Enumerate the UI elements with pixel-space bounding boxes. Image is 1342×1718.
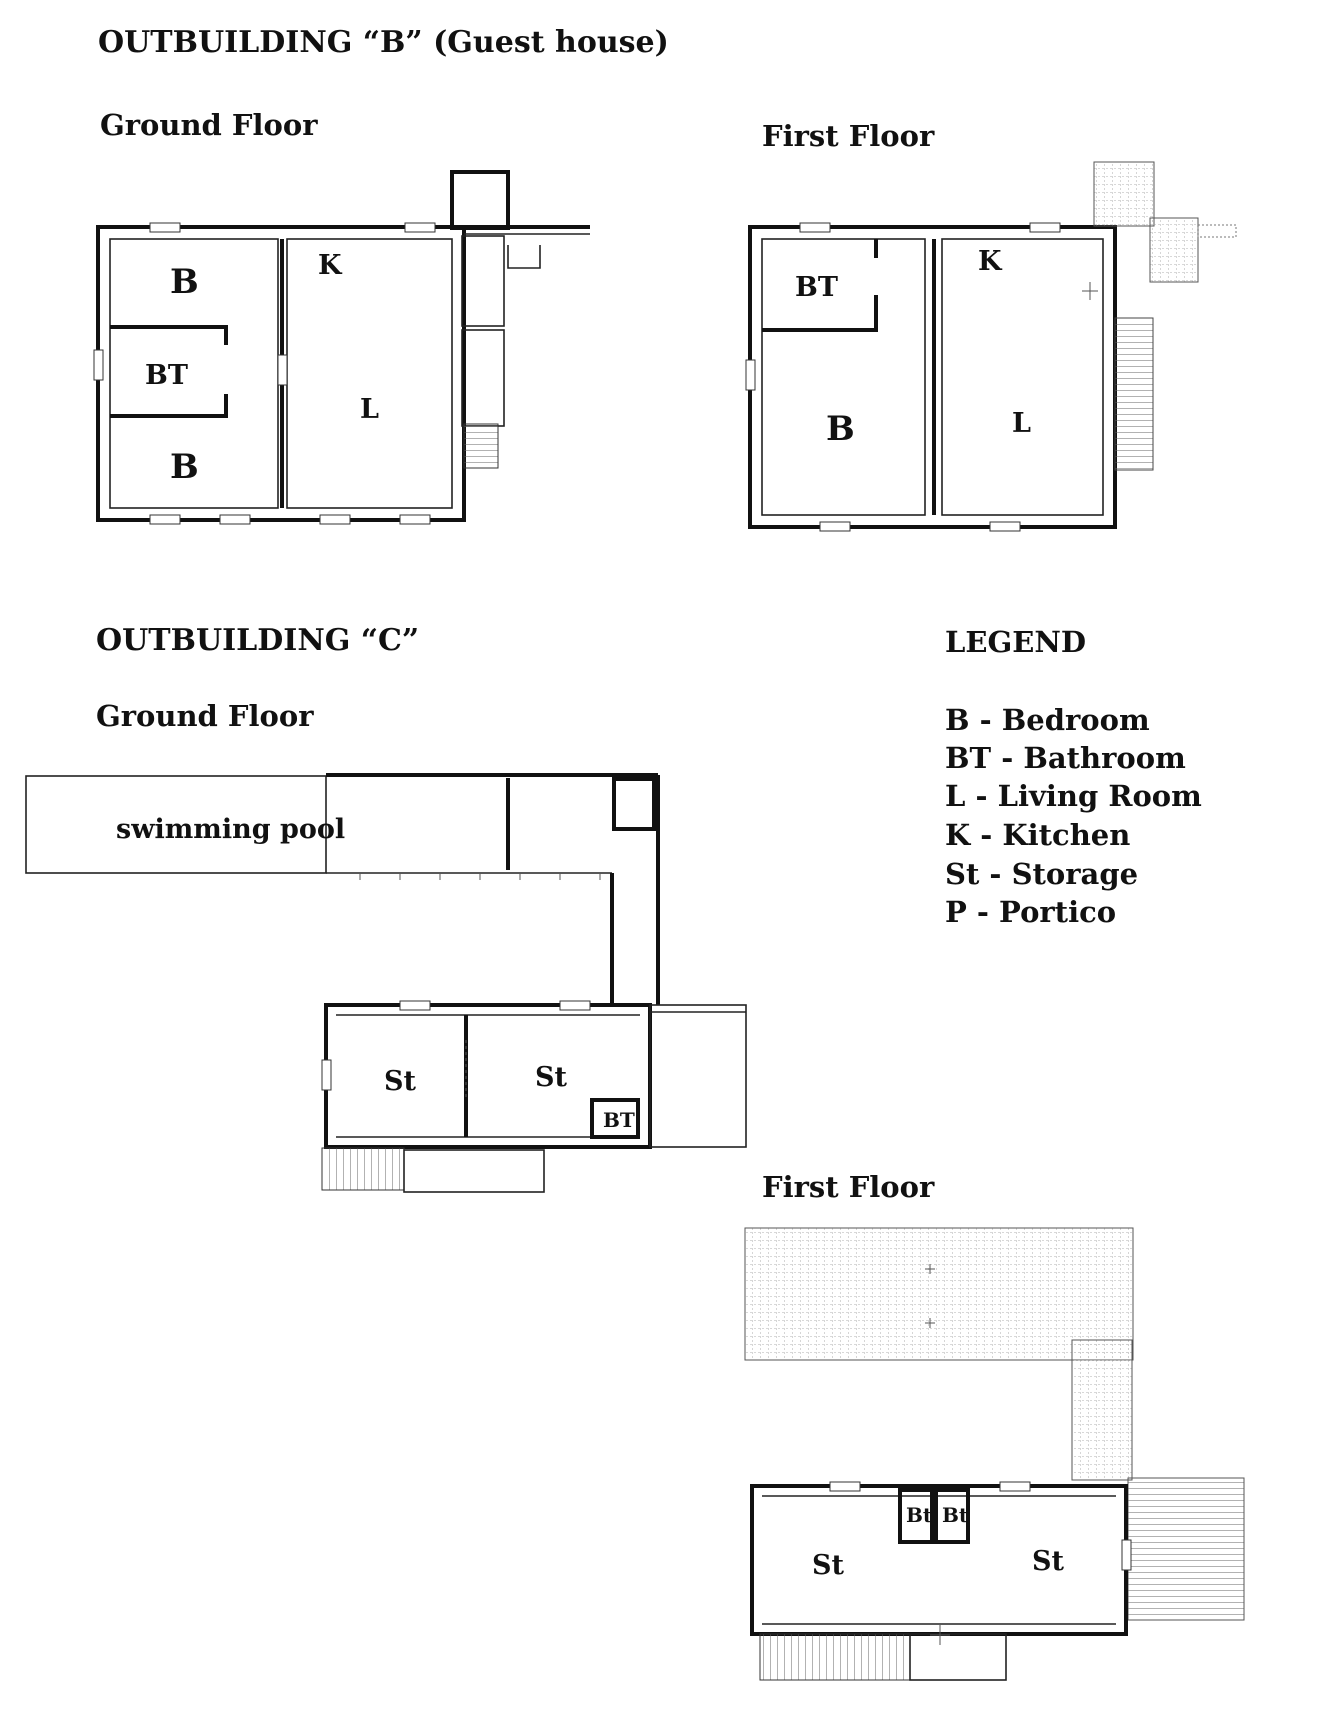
- c-ff-room-st-right: St: [1032, 1546, 1064, 1577]
- legend-item-bedroom: B - Bedroom: [945, 703, 1150, 737]
- b-first-floor-label: First Floor: [762, 119, 935, 153]
- c-ff-room-bt-left: Bt: [906, 1503, 933, 1527]
- b-ff-room-b: B: [826, 409, 855, 449]
- outbuilding-c-title: OUTBUILDING “C”: [96, 623, 420, 658]
- legend-item-storage: St - Storage: [945, 857, 1139, 891]
- c-first-floor-plan: [745, 1228, 1244, 1680]
- c-ff-room-bt-right: Bt: [942, 1503, 969, 1527]
- legend-item-living-room: L - Living Room: [945, 779, 1202, 813]
- b-gf-room-bt: BT: [145, 360, 188, 391]
- c-gf-room-st-right: St: [535, 1062, 567, 1093]
- b-ground-floor-label: Ground Floor: [100, 108, 318, 142]
- b-ground-floor-plan: [94, 172, 590, 524]
- legend-item-kitchen: K - Kitchen: [945, 818, 1131, 852]
- b-ff-room-bt: BT: [795, 272, 838, 303]
- outbuilding-b-title: OUTBUILDING “B” (Guest house): [98, 25, 669, 60]
- c-ff-room-st-left: St: [812, 1550, 844, 1581]
- c-ground-floor-label: Ground Floor: [96, 699, 314, 733]
- c-first-floor-label: First Floor: [762, 1170, 935, 1204]
- legend-title: LEGEND: [945, 625, 1087, 659]
- b-ff-room-l: L: [1012, 408, 1031, 439]
- c-swimming-pool-label: swimming pool: [116, 814, 346, 845]
- c-gf-room-st-left: St: [384, 1066, 416, 1097]
- b-gf-room-k: K: [318, 250, 342, 281]
- b-gf-room-b-top: B: [170, 262, 199, 302]
- legend-item-bathroom: BT - Bathroom: [945, 741, 1186, 775]
- b-ff-room-k: K: [978, 246, 1002, 277]
- c-gf-room-bt: BT: [603, 1108, 635, 1132]
- legend-item-portico: P - Portico: [945, 895, 1117, 929]
- b-gf-room-b-bottom: B: [170, 447, 199, 487]
- b-gf-room-l: L: [360, 394, 379, 425]
- b-first-floor-plan: [746, 162, 1236, 531]
- legend: [945, 625, 1202, 929]
